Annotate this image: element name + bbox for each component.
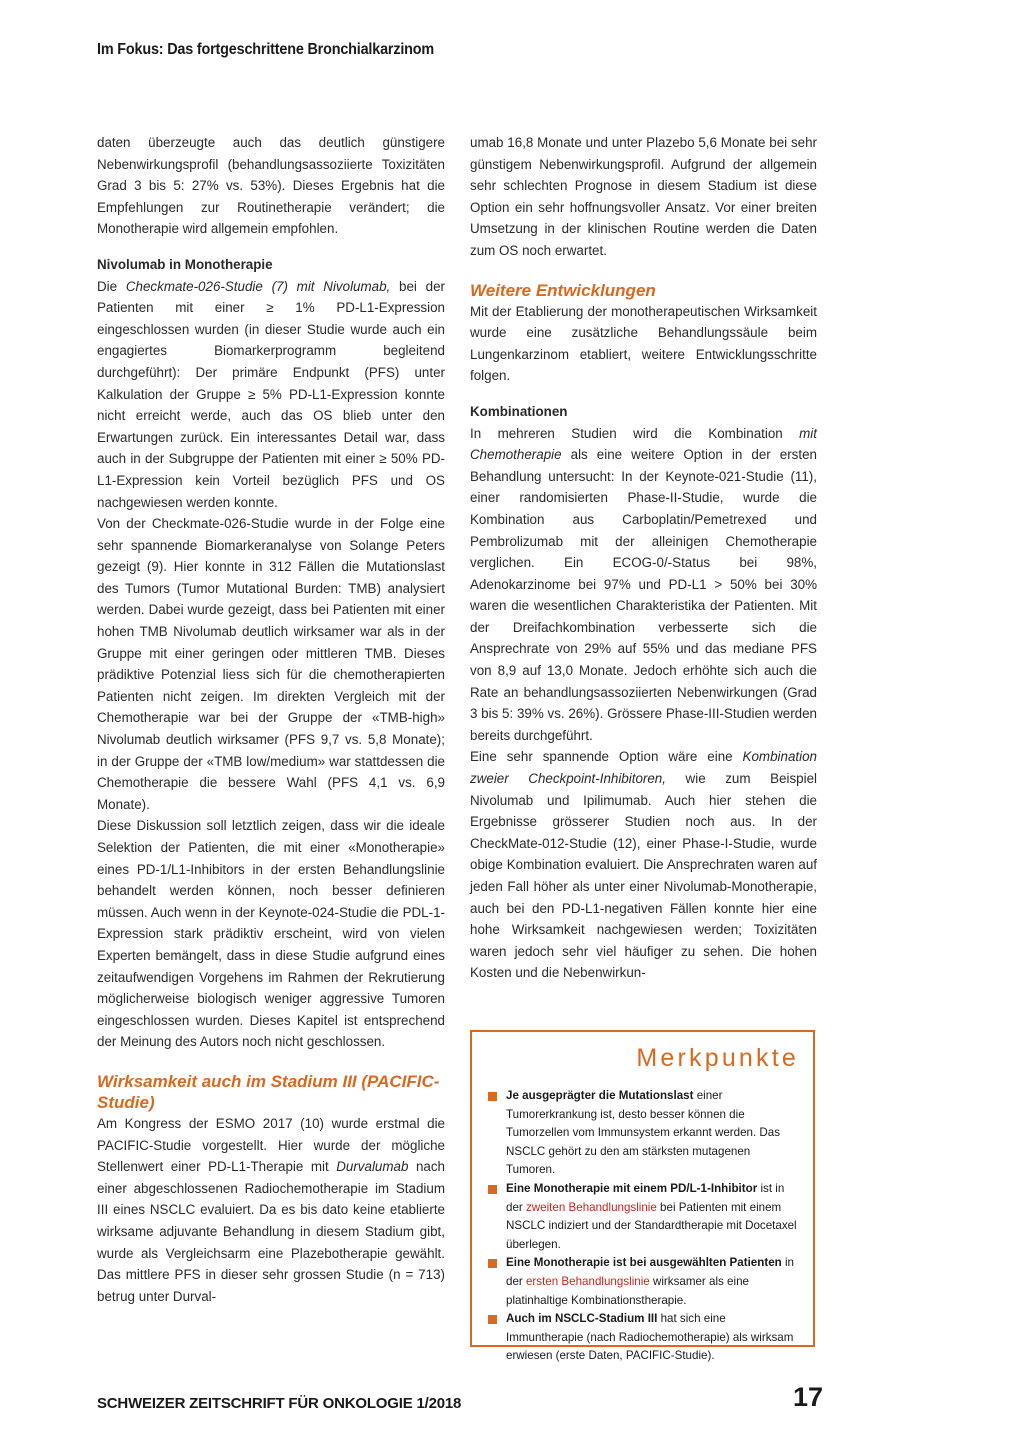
paragraph: Eine sehr spannende Option wäre eine Kombination zweier Checkpoint-Inhibitoren, wie zum Beispiel Nivolumab und Ipilimumab. Auch hier stehen die Ergebnisse grösserer Studien noch aus. In der CheckMate-012-Studie (12), einer Phase-I-Studie, wurde obige Kombination evaluiert. Die Ansprechraten waren auf jeden Fall höher als unter einer Nivolumab-Monotherapie, auch bei den PD-L1-negativen Fällen konnte hier eine hohe Wirksamkeit nachgewiesen werden; Toxizitäten waren jedoch sehr viel häufiger zu sehen. Die hohen Kosten und die Nebenwirkun-: [470, 749, 817, 981]
subheading-nivolumab: Nivolumab in Monotherapie: [97, 256, 273, 272]
paragraph: Am Kongress der ESMO 2017 (10) wurde erstmal die PACIFIC-Studie vorgestellt. Hier wurde der mögliche Stellenwert einer PD-L1-Therapie mit Durvalumab nach einer abgeschlossenen Radiochemotherapie im Stadium III eines NSCLC evaluiert. Da es bis dato keine etablierte wirksame adjuvante Behandlung in diesem Stadium gibt, wurde als Vergleichsarm eine Plazebotherapie gewählt. Das mittlere PFS in dieser sehr grossen Studie (n = 713) betrug unter Durval-: [97, 1115, 445, 1304]
italic-text: Durvalumab: [336, 1159, 409, 1175]
right-column: [470, 132, 817, 984]
subheading-kombinationen: Kombinationen: [470, 403, 568, 419]
paragraph: Die Checkmate-026-Studie (7) mit Nivolumab, bei der Patienten mit einer ≥ 1% PD-L1-Expression eingeschlossen wurden (in dieser Studie wurde auch ein engagiertes Biomarkerprogramm begleitend durchgeführt): Der primäre Endpunkt (PFS) unter Kalkulation der Gruppe ≥ 5% PD-L1-Expression konnte nicht erreicht werde, auch das OS blieb unter den Erwartungen zurück. Ein interessantes Detail war, dass auch in der Subgruppe der Patienten mit einer ≥ 50% PD-L1-Expression kein Vorteil bezüglich PFS und OS nachgewiesen werden konnte.: [97, 278, 445, 510]
journal-footer: SCHWEIZER ZEITSCHRIFT FÜR ONKOLOGIE 1/2018: [97, 1395, 462, 1412]
square-bullet-icon: [488, 1185, 497, 1194]
paragraph: Mit der Etablierung der monotherapeutischen Wirksamkeit wurde eine zusätzliche Behandlungssäule beim Lungenkarzinom etabliert, weitere Entwicklungsschritte folgen.: [470, 303, 817, 384]
list-item: Eine Monotherapie mit einem PD/L-1-Inhibitor ist in der zweiten Behandlungslinie bei Patienten mit einem NSCLC indiziert und der Standardtherapie mit Docetaxel überlegen.: [484, 1180, 799, 1254]
running-header: Im Fokus: Das fortgeschrittene Bronchialkarzinom: [97, 41, 435, 58]
list-item: Je ausgeprägter die Mutationslast einer Tumorerkrankung ist, desto besser können die Tumorzellen vom Immunsystem erkannt werden. Das NSCLC gehört zu den am stärksten mutagenen Tumoren.: [484, 1087, 799, 1180]
paragraph: Diese Diskussion soll letztlich zeigen, dass wir die ideale Selektion der Patienten, die mit einer «Monotherapie» eines PD-1/L1-Inhibitors in der ersten Behandlungslinie behandelt werden können, noch besser definieren müssen. Auch wenn in der Keynote-024-Studie die PDL-1-Expression stark prädiktiv erscheint, wird von vielen Experten bemängelt, dass in diese Studie aufgrund eines zeitaufwendigen Vorgehens im Rahmen der Rekrutierung möglicherweise biologisch weniger aggressive Tumoren eingeschlossen wurden. Dieses Kapitel ist entsprechend der Meinung des Autors noch nicht geschlossen.: [97, 818, 445, 1050]
paragraph: daten überzeugte auch das deutlich günstigere Nebenwirkungsprofil (behandlungsassoziierte Toxizitäten Grad 3 bis 5: 27% vs. 53%). Dieses Ergebnis hat die Empfehlungen zur Routinetherapie verändert; die Monotherapie wird allgemein empfohlen.: [97, 135, 445, 237]
highlight-text: zweiten Behandlungslinie: [525, 1200, 657, 1214]
section-heading-weitere: Weitere Entwicklungen: [470, 280, 656, 300]
italic-text: mit Chemotherapie: [470, 425, 817, 463]
italic-text: Checkmate-026-Studie (7) mit Nivolumab,: [125, 278, 391, 294]
merkpunkte-list: [484, 1087, 799, 1366]
merkpunkte-title: Merkpunkte: [636, 1044, 799, 1072]
italic-text: Kombination zweier Checkpoint-Inhibitoren,: [470, 749, 817, 787]
square-bullet-icon: [488, 1315, 497, 1324]
list-item: Auch im NSCLC-Stadium III hat sich eine Immuntherapie (nach Radiochemotherapie) als wirksam erwiesen (erste Daten, PACIFIC-Studie).: [484, 1310, 799, 1366]
square-bullet-icon: [488, 1259, 497, 1268]
highlight-text: ersten Behandlungslinie: [525, 1274, 650, 1288]
paragraph: In mehreren Studien wird die Kombination mit Chemotherapie als eine weitere Option in der ersten Behandlung untersucht: In der Keynote-021-Studie (11), einer randomisierten Phase-II-Studie, wurde die Kombination aus Carboplatin/Pemetrexed und Pembrolizumab mit der alleinigen Chemotherapie verglichen. Ein ECOG-0/-Status bei 98%, Adenokarzinome bei 97% und PD-L1 > 50% bei 30% waren die wesentlichen Charakteristika der Patienten. Mit der Dreifachkombination verbesserte sich die Ansprechrate von 29% auf 55% und das mediane PFS von 8,9 auf 13,0 Monate. Jedoch erhöhte sich auch die Rate an behandlungsassoziierten Nebenwirkungen (Grad 3 bis 5: 39% vs. 26%). Grössere Phase-III-Studien werden bereits durchgeführt.: [470, 425, 817, 743]
square-bullet-icon: [488, 1092, 497, 1101]
merkpunkte-box: [470, 1030, 815, 1363]
paragraph: umab 16,8 Monate und unter Plazebo 5,6 Monate bei sehr günstigem Nebenwirkungsprofil. Aufgrund der allgemein sehr schlechten Prognose in diesem Stadium ist diese Option ein sehr hoffnungsvoller Ansatz. Vor einer breiten Umsetzung in der klinischen Routine werden die Daten zum OS noch erwartet.: [470, 135, 817, 258]
list-item: Eine Monotherapie ist bei ausgewählten Patienten in der ersten Behandlungslinie wirksamer als eine platinhaltige Kombinationstherapie.: [484, 1254, 799, 1310]
paragraph: Von der Checkmate-026-Studie wurde in der Folge eine sehr spannende Biomarkeranalyse von Solange Peters gezeigt (9). Hier konnte in 312 Fällen die Mutationslast des Tumors (Tumor Mutational Burden: TMB) analysiert werden. Dabei wurde gezeigt, dass bei Patienten mit einer hohen TMB Nivolumab deutlich wirksamer war als in der Gruppe mit einer geringen oder mittleren TMB. Dieses prädiktive Potenzial liess sich für die chemotherapierten Patienten nicht zeigen. Im direkten Vergleich mit der Chemotherapie war bei der Gruppe der «TMB-high» Nivolumab deutlich wirksamer (PFS 9,7 vs. 5,8 Monate); in der Gruppe der «TMB low/medium» war stattdessen die Chemotherapie die bessere Wahl (PFS 4,1 vs. 6,9 Monate).: [97, 516, 445, 812]
left-column: [97, 132, 445, 1307]
section-heading-pacific: Wirksamkeit auch im Stadium III (PACIFIC-Studie): [97, 1071, 440, 1112]
page-number: 17: [793, 1382, 824, 1412]
